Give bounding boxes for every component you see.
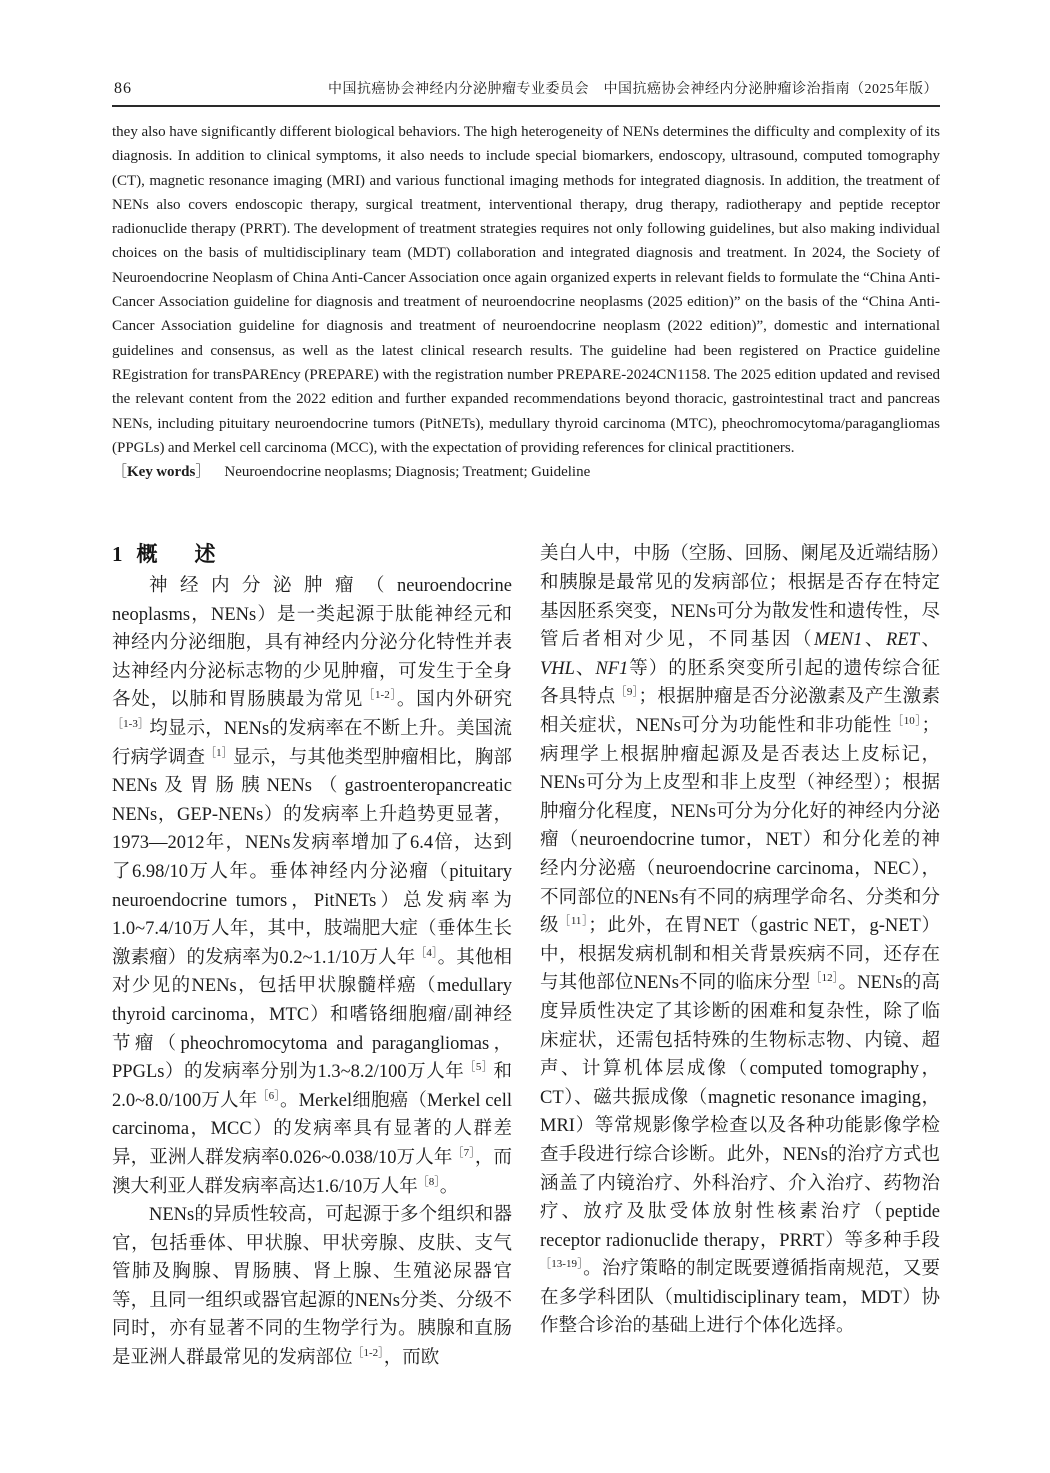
- body-paragraph: 美白人中，中肠（空肠、回肠、阑尾及近端结肠）和胰腺是最常见的发病部位；根据是否存在特定基因胚系突变，NENs可分为散发性和遗传性，尽管后者相对少见，不同基因（MEN1、RET、VHL、NF1等）的胚系突变所引起的遗传综合征各具特点$^{[9]}$；根据肿瘤是否分泌激素及产生激素相关症状，NENs可分为功能性和非功能性$^{[10]}$；病理学上根据肿瘤起源及是否表达上皮标记，NENs可分为上皮型和非上皮型（神经型）；根据肿瘤分化程度，NENs可分为分化好的神经内分泌瘤（neuroendocrine tumor，NET）和分化差的神经内分泌癌（neuroendocrine carcinoma，NEC），不同部位的NENs有不同的病理学命名、分类和分级$^{[11]}$；此外，在胃NET（gastric NET，g-NET）中，根据发病机制和相关背景疾病不同，还存在与其他部位NENs不同的临床分型$^{[12]}$。NENs的高度异质性决定了其诊断的困难和复杂性，除了临床症状，还需包括特殊的生物标志物、内镜、超声、计算机体层成像（computed tomography，CT）、磁共振成像（magnetic resonance imaging，MRI）等常规影像学检查以及各种功能影像学检查手段进行综合诊断。此外，NENs的治疗方式也涵盖了内镜治疗、外科治疗、介入治疗、药物治疗、放疗及肽受体放射性核素治疗（peptide receptor radionuclide therapy，PRRT）等多种手段$^{[13-19]}$。治疗策略的制定既要遵循指南规范，又要在多学科团队（multidisciplinary team，MDT）协作整合诊治的基础上进行个体化选择。: [540, 544, 940, 1337]
- abstract-section: [112, 120, 940, 484]
- section-number: 1: [112, 542, 123, 567]
- section-heading: [112, 540, 512, 569]
- keywords-bracket-open: ［: [112, 464, 128, 481]
- keywords-label: Key words: [127, 464, 196, 481]
- header-title: 中国抗癌协会神经内分泌肿瘤专业委员会 中国抗癌协会神经内分泌肿瘤诊治指南（2025年版）: [328, 82, 938, 97]
- two-column-body: [112, 540, 940, 1372]
- page-header: [112, 78, 940, 105]
- right-column: [540, 540, 940, 1372]
- left-column: [112, 540, 512, 1372]
- body-paragraph: NENs的异质性较高，可起源于多个组织和器官，包括垂体、甲状腺、甲状旁腺、皮肤、支气管肺及胸腺、胃肠胰、肾上腺、生殖泌尿器官等，且同一组织或器官起源的NENs分类、分级不同时，亦有显著不同的生物学行为。胰腺和直肠是亚洲人群最常见的发病部位$^{[1-2]}$，而欧: [112, 1205, 512, 1369]
- keywords-text: Neuroendocrine neoplasms; Diagnosis; Treatment; Guideline: [224, 464, 591, 481]
- keywords-line: [112, 460, 940, 484]
- section-title: 概 述: [136, 542, 224, 567]
- page-number: 86: [114, 80, 132, 97]
- abstract-paragraph: they also have significantly different biological behaviors. The high heterogeneity of NENs determines the difficulty and complexity of its diagnosis. In addition to clinical symptoms, it also needs to include special biomarkers, endoscopy, ultrasound, computed tomography (CT), magnetic resonance imaging (MRI) and various functional imaging methods for integrated diagnosis. In addition, the treatment of NENs also covers endoscopic therapy, surgical treatment, interventional therapy, drug therapy, radiotherapy and peptide receptor radionuclide therapy (PRRT). The development of treatment strategies requires not only following guidelines, but also making individual choices on the basis of multidisciplinary team (MDT) collaboration and integrated diagnosis and treatment. In 2024, the Society of Neuroendocrine Neoplasm of China Anti-Cancer Association once again organized experts in relevant fields to formulate the “China Anti-Cancer Association guideline for diagnosis and treatment of neuroendocrine neoplasms (2025 edition)” on the basis of the “China Anti-Cancer Association guideline for diagnosis and treatment of neuroendocrine neoplasm (2022 edition)”, domestic and international guidelines and consensus, as well as the latest clinical research results. The guideline had been registered on Practice guideline REgistration for transPAREncy (PREPARE) with the registration number PREPARE-2024CN1158. The 2025 edition updated and revised the relevant content from the 2022 edition and further expanded recommendations beyond thoracic, gastrointestinal tract and pancreas NENs, including pituitary neuroendocrine tumors (PitNETs), medullary thyroid carcinoma (MTC), pheochromocytoma/paragangliomas (PPGLs) and Merkel cell carcinoma (MCC), with the expectation of providing references for clinical practitioners.: [112, 124, 940, 456]
- header-rule: [112, 105, 940, 107]
- keywords-bracket-close: ］: [195, 464, 211, 481]
- body-paragraph: 神经内分泌肿瘤（neuroendocrine neoplasms，NENs）是一类起源于肽能神经元和神经内分泌细胞，具有神经内分泌分化特性并表达神经内分泌标志物的少见肿瘤，可发生于全身各处，以肺和胃肠胰最为常见$^{[1-2]}$。国内外研究$^{[1-3]}$均显示，NENs的发病率在不断上升。美国流行病学调查$^{[1]}$显示，与其他类型肿瘤相比，胸部NENs及胃肠胰NENs（gastroenteropancreatic NENs，GEP-NENs）的发病率上升趋势更显著，1973—2012年，NENs发病率增加了6.4倍，达到了6.98/10万人年。垂体神经内分泌瘤（pituitary neuroendocrine tumors，PitNETs）总发病率为1.0~7.4/10万人年，其中，肢端肥大症（垂体生长激素瘤）的发病率为0.2~1.1/10万人年$^{[4]}$。其他相对少见的NENs，包括甲状腺髓样癌（medullary thyroid carcinoma，MTC）和嗜铬细胞瘤/副神经节瘤（pheochromocytoma and paragangliomas，PPGLs）的发病率分别为1.3~8.2/100万人年$^{[5]}$和2.0~8.0/100万人年$^{[6]}$。Merkel细胞癌（Merkel cell carcinoma，MCC）的发病率具有显著的人群差异，亚洲人群发病率0.026~0.038/10万人年$^{[7]}$，而澳大利亚人群发病率高达1.6/10万人年$^{[8]}$。: [112, 576, 513, 1197]
